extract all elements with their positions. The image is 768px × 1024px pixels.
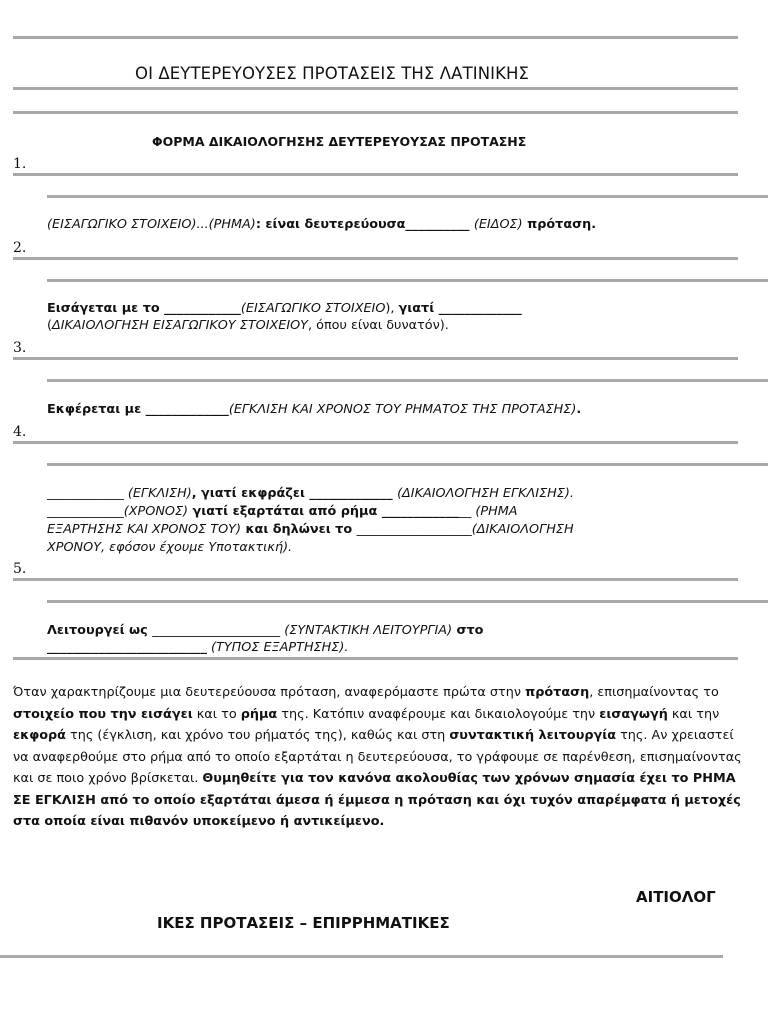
step-line bbox=[47, 522, 574, 537]
paragraph-segment: Όταν χαρακτηρίζουμε μια δευτερεύουσα πρόταση, αναφερόμαστε πρώτα στην bbox=[13, 685, 526, 700]
line-segment: (ΕΙΣΑΓΩΓΙΚΟ ΣΤΟΙΧΕΙΟ bbox=[240, 301, 386, 316]
step-line bbox=[47, 318, 449, 333]
step-line bbox=[47, 217, 596, 232]
line-segment: ΧΡΟΝΟΥ, εφόσον έχουμε Υποτακτική). bbox=[47, 540, 293, 555]
step-number: 1. bbox=[13, 156, 27, 172]
form-subtitle: ΦΟΡΜΑ ΔΙΚΑΙΟΛΟΓΗΣΗΣ ΔΕΥΤΕΡΕΥΟΥΣΑΣ ΠΡΟΤΑΣΗΣ bbox=[152, 134, 527, 149]
paragraph-segment: ρήμα bbox=[240, 706, 278, 722]
line-segment: ____________________ bbox=[152, 623, 285, 638]
step-line bbox=[47, 504, 518, 519]
line-segment: _________________________ bbox=[47, 640, 207, 655]
line-segment: ΔΙΚΑΙΟΛΟΓΗΣΗ ΕΙΣΑΓΩΓΙΚΟΥ ΣΤΟΙΧΕΙΟΥ bbox=[52, 318, 309, 333]
rule bbox=[47, 463, 768, 466]
footer-heading-part2: ΙΚΕΣ ΠΡΟΤΑΣΕΙΣ – ΕΠΙΡΡΗΜΑΤΙΚΕΣ bbox=[157, 914, 450, 932]
line-segment: Εκφέρεται με _____________ bbox=[47, 402, 229, 417]
line-segment: , όπου είναι δυνατόν). bbox=[308, 318, 449, 333]
line-segment: , γιατί εκφράζει _____________ bbox=[191, 486, 398, 501]
step-line bbox=[47, 640, 348, 655]
footer-heading-part1: ΑΙΤΙΟΛΟΓ bbox=[636, 888, 716, 906]
line-segment: γιατί εξαρτάται από ρήμα ____________ bbox=[188, 504, 459, 519]
step-number: 4. bbox=[13, 424, 27, 440]
paragraph-segment: πρόταση bbox=[525, 685, 590, 700]
step-line bbox=[47, 301, 522, 316]
line-segment: ____________ bbox=[47, 486, 128, 501]
line-segment: . bbox=[576, 402, 582, 417]
paragraph-segment: στοιχείο που την εισάγει bbox=[13, 706, 193, 722]
rule bbox=[0, 955, 723, 958]
rule bbox=[13, 441, 738, 444]
rule bbox=[13, 36, 738, 39]
paragraph-segment: Θυμηθείτε για τον κανόνα ακολουθίας των χρόνων σημασία έχει το ΡΗΜΑ ΣΕ ΕΓΚΛΙΣΗ από το οποίο εξαρτάται άμεσα ή έμμεσα η πρόταση και όχι τυχόν απαρέμφατα ή μετοχές στα οποία είναι πιθανόν υποκείμενο ή αντικείμενο. bbox=[13, 771, 741, 829]
rule bbox=[13, 657, 738, 660]
line-segment: (ΔΙΚΑΙΟΛΟΓΗΣΗ bbox=[471, 522, 574, 537]
line-segment: (ΤΥΠΟΣ ΕΞΑΡΤΗΣΗΣ). bbox=[206, 640, 349, 655]
paragraph-segment: εισαγωγή bbox=[599, 706, 668, 722]
paragraph-segment: της. Κατόπιν αναφέρουμε και δικαιολογούμε την bbox=[277, 706, 600, 722]
paragraph-segment: και το bbox=[192, 706, 241, 722]
step-number: 5. bbox=[13, 561, 27, 577]
line-segment: (ΕΙΣΑΓΩΓΙΚΟ ΣΤΟΙΧΕΙΟ)...(ΡΗΜΑ) bbox=[47, 217, 256, 232]
step-line bbox=[47, 402, 581, 417]
line-segment: (ΧΡΟΝΟΣ) bbox=[123, 504, 189, 519]
line-segment: γιατί _____________ bbox=[398, 301, 522, 316]
line-segment: __ bbox=[458, 504, 476, 519]
paragraph-segment: συντακτική λειτουργία bbox=[449, 728, 616, 743]
line-segment: (ΕΓΚΛΙΣΗ) bbox=[127, 486, 192, 501]
page-title: ΟΙ ΔΕΥΤΕΡΕΥΟΥΣΕΣ ΠΡΟΤΑΣΕΙΣ ΤΗΣ ΛΑΤΙΝΙΚΗΣ bbox=[135, 64, 530, 83]
step-line bbox=[47, 540, 292, 555]
line-segment: (ΕΓΚΛΙΣΗ ΚΑΙ ΧΡΟΝΟΣ ΤΟΥ ΡΗΜΑΤΟΣ ΤΗΣ ΠΡΟΤΑΣΗΣ) bbox=[228, 402, 577, 417]
line-segment: (ΔΙΚΑΙΟΛΟΓΗΣΗ ΕΓΚΛΙΣΗΣ). bbox=[397, 486, 574, 501]
paragraph-segment: , επισημαίνοντας το bbox=[589, 685, 719, 700]
instructions-paragraph bbox=[13, 682, 748, 833]
line-segment: (ΣΥΝΤΑΚΤΙΚΗ ΛΕΙΤΟΥΡΓΙΑ) bbox=[284, 623, 453, 638]
paragraph-segment: και την bbox=[667, 706, 720, 722]
line-segment: Λειτουργεί ως bbox=[47, 623, 153, 638]
rule bbox=[13, 357, 738, 360]
step-number: 2. bbox=[13, 240, 27, 256]
paragraph-segment: της. Αν χρειαστεί να αναφερθούμε στο ρήμα από το οποίο εξαρτάται η δευτερεύουσα, το γράφουμε σε παρένθεση, επισημαίνοντας και σε ποιο χρόνο βρίσκεται. bbox=[13, 728, 742, 786]
line-segment: __________________ bbox=[356, 522, 472, 537]
paragraph-segment: εκφορά bbox=[13, 728, 66, 743]
rule bbox=[47, 379, 768, 382]
line-segment: ), bbox=[385, 301, 399, 316]
rule bbox=[47, 279, 768, 282]
rule bbox=[47, 600, 768, 603]
rule bbox=[13, 87, 738, 90]
rule bbox=[13, 173, 738, 176]
rule bbox=[13, 257, 738, 260]
line-segment: Εισάγεται με το ____________ bbox=[47, 301, 241, 316]
line-segment: ____________ bbox=[47, 504, 124, 519]
line-segment: (ΡΗΜΑ bbox=[475, 504, 518, 519]
line-segment: (ΕΙΔΟΣ) bbox=[473, 217, 523, 232]
step-line bbox=[47, 623, 483, 638]
line-segment: : είναι δευτερεύουσα__________ bbox=[255, 217, 474, 232]
rule bbox=[13, 111, 738, 114]
line-segment: ΕΞΑΡΤΗΣΗΣ ΚΑΙ ΧΡΟΝΟΣ ΤΟΥ) bbox=[47, 522, 241, 537]
step-number: 3. bbox=[13, 340, 27, 356]
line-segment: ( bbox=[47, 318, 52, 333]
rule bbox=[47, 195, 768, 198]
line-segment: και δηλώνει το bbox=[240, 522, 357, 537]
line-segment: πρόταση. bbox=[522, 217, 597, 232]
step-line bbox=[47, 486, 574, 501]
rule bbox=[13, 578, 738, 581]
paragraph-segment: της (έγκλιση, και χρόνο του ρήματός της), καθώς και στη bbox=[65, 728, 450, 743]
line-segment: στο bbox=[452, 623, 484, 638]
